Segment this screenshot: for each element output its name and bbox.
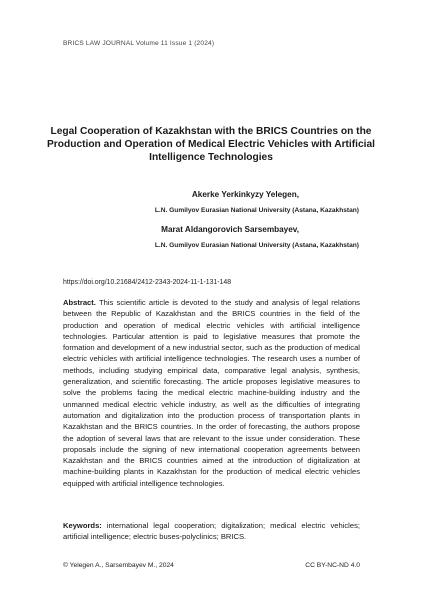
author-1-name: Akerke Yerkinkyzy Yelegen, xyxy=(191,190,299,199)
author-2-name: Marat Aldangorovich Sarsembayev, xyxy=(161,225,299,234)
copyright-notice: © Yelegen A., Sarsembayev M., 2024 xyxy=(63,562,174,569)
abstract-label: Abstract. xyxy=(63,298,96,307)
keywords xyxy=(63,520,360,543)
keywords-label: Keywords: xyxy=(63,521,102,530)
license-label: CC BY-NC-ND 4.0 xyxy=(305,562,360,569)
author-2-affiliation: L.N. Gumilyov Eurasian National University (Astana, Kazakhstan) xyxy=(154,242,359,249)
keywords-text: international legal cooperation; digitalization; medical electric vehicles; artificial intelligence; electric buses-polyclinics; BRICS. xyxy=(63,521,360,542)
author-1-affiliation: L.N. Gumilyov Eurasian National University (Astana, Kazakhstan) xyxy=(154,207,359,214)
abstract-text: This scientific article is devoted to the study and analysis of legal relations between the Republic of Kazakhstan and the BRICS countries in the field of the production and operation of medical electric vehicles with artificial intelligence technologies. Particular attention is paid to legislative measures that promote the formation and development of a new industrial sector, such as the production of medical electric vehicles with artificial intelligence technologies. The research uses a number of methods, including studying empirical data, comparative legal analysis, synthesis, generalization, and scientific forecasting. The article proposes legislative measures to solve the problems facing the medical electric machine-building industry and the unmanned medical electric vehicle industry, as well as the difficulties of integrating automation and digitalization into the production process of transportation plants in Kazakhstan and the BRICS countries. In the order of forecasting, the authors propose the adoption of several laws that are relevant to the issue under consideration. These proposals include the signing of new international cooperation agreements between Kazakhstan and the BRICS countries aimed at the introduction of digitalization at machine-building plants in Kazakhstan for the production of medical electric vehicles equipped with artificial intelligence technologies. xyxy=(63,298,360,488)
doi-link[interactable]: https://doi.org/10.21684/2412-2343-2024-11-1-131-148 xyxy=(63,279,232,286)
abstract xyxy=(63,297,360,489)
article-title: Legal Cooperation of Kazakhstan with the BRICS Countries on the Production and Operation of Medical Electric Vehicles with Artificial Intelligence Technologies xyxy=(47,126,375,163)
running-head: BRICS LAW JOURNAL Volume 11 Issue 1 (2024) xyxy=(63,40,215,47)
